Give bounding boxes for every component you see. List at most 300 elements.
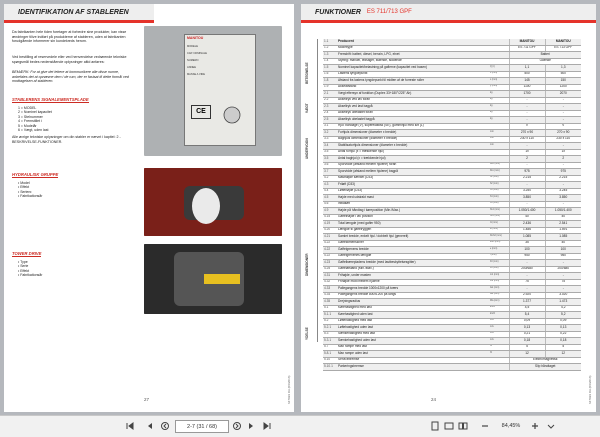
table-cell: 4.5 [323, 195, 337, 202]
table-cell: Akseltryk ubelastet foran [337, 110, 489, 117]
table-cell: 0,13 [509, 325, 545, 332]
table-cell: 0,18 [545, 338, 581, 345]
intro-text: Da fabrikanten hele tiden foretager at forbedre sine produkter, kan visse ændringer tilive indført på produkterne af stableren, uden at fabrikanten forudgående informerer sin kundekreds herom. [12, 30, 127, 44]
table-cell: mm [489, 130, 509, 137]
table-cell: 0,09 [545, 318, 581, 325]
table-cell: Frihøjde midt imellem hjulene [337, 279, 489, 286]
plate-label-line: ANNEE [187, 66, 196, 69]
hydraulic-subtitle: HYDRAULISK GRUPPE [12, 172, 59, 177]
table-cell: 1.591 [545, 227, 581, 234]
order-text: Ved bestilling af reservedele eller ved henvendelse vedrørende tekniske spørgsmål bedes nedenstående oplysninger altid anføres: [12, 55, 127, 64]
table-cell: 3.245 [545, 188, 581, 195]
table-cell: 2.436 [509, 221, 545, 228]
table-cell: Initialløft [337, 201, 489, 208]
plate-label-line: MASSE A VIDE [187, 73, 206, 76]
tower-subtitle: TOWER DRIVE [12, 251, 42, 256]
table-cell: Akselafstand [337, 84, 489, 91]
table-cell: 1.2 [323, 45, 337, 52]
table-cell: 1200 [545, 84, 581, 91]
table-cell: 200/680 [509, 266, 545, 273]
group-label [307, 86, 318, 115]
table-cell: 4.22 [323, 247, 337, 254]
section-header [4, 4, 154, 23]
table-cell: - [509, 260, 545, 267]
table-cell: 4,2 [545, 305, 581, 312]
table-cell: 2.920 [509, 292, 545, 299]
table-cell: Max rampe uden last [337, 351, 489, 358]
table-cell: 5.7 [323, 344, 337, 351]
page-number: 24 [431, 397, 437, 402]
table-cell: 500 [509, 71, 545, 78]
group-label [307, 278, 318, 342]
zoom-out-icon[interactable] [480, 421, 490, 431]
table-cell: c (mm) [489, 71, 509, 78]
table-cell: 5.10.1 [323, 364, 337, 371]
table-cell: 5,4 [509, 312, 545, 319]
table-cell: 0,21 [509, 331, 545, 338]
table-cell: 0,22 [545, 331, 581, 338]
table-cell: 1.085 [545, 234, 581, 241]
table-cell: km/h [489, 312, 509, 319]
table-cell: Kørehastighed med last [337, 305, 489, 312]
table-cell: Masthøjde sænket (D33) [337, 175, 489, 182]
table-cell: 3.850 [545, 195, 581, 202]
table-cell: 1100 [509, 84, 545, 91]
table-cell: 3.5 [323, 156, 337, 163]
fit-width-icon[interactable] [444, 421, 454, 431]
table-cell: 4.21 [323, 234, 337, 241]
table-cell: 12 [545, 351, 581, 358]
group-label [307, 115, 318, 162]
table-cell: 12 [509, 351, 545, 358]
table-cell: Lastens tyngdepunkt [337, 71, 489, 78]
table-cell: 5.3 [323, 331, 337, 338]
table-cell: - [545, 104, 581, 111]
table-cell: % [489, 351, 509, 358]
table-cell: Sporvidde (afstand mellem hjulene) bagpå [337, 169, 489, 176]
table-cell: - [545, 286, 581, 293]
table-cell: 500 [545, 71, 581, 78]
table-cell: Ast (mm) [489, 292, 509, 299]
table-cell: h14 (mm) [489, 208, 509, 215]
table-cell: 35 [509, 240, 545, 247]
table-cell: 2 [545, 156, 581, 163]
table-cell: - [509, 201, 545, 208]
table-cell: 100 [509, 247, 545, 254]
table-cell: 40 [545, 240, 581, 247]
table-cell: 2.215 [545, 175, 581, 182]
model-label: ES 711/713 GPF [366, 9, 412, 15]
table-cell: - [509, 110, 545, 117]
table-cell: 1,1 [509, 65, 545, 72]
table-cell: m/s [489, 331, 509, 338]
table-cell: kg [489, 110, 509, 117]
table-cell: 1.050/1.400 [509, 208, 545, 215]
table-cell: Pallegangens bredde 1000x1200 på tværs [337, 286, 489, 293]
group-label [307, 39, 318, 86]
table-cell: 3.850 [509, 195, 545, 202]
table-cell: 950 [545, 253, 581, 260]
table-cell: Batteri [509, 52, 581, 59]
table-cell: 3.6 [323, 162, 337, 169]
zoom-in-icon[interactable] [530, 421, 540, 431]
list-item: • Type [18, 260, 28, 264]
table-cell: 5.1.1 [323, 312, 337, 319]
table-cell: 4.23 [323, 260, 337, 267]
table-cell: h2 (mm) [489, 182, 509, 189]
table-cell: mm [489, 143, 509, 150]
table-cell: 0,13 [545, 325, 581, 332]
table-cell: V [545, 123, 581, 130]
plate-subtitle: STABLERENS SIGNALEMENTSPLADE [12, 97, 89, 102]
plate-rivet-icon [221, 104, 243, 126]
table-cell: x (mm) [489, 78, 509, 85]
table-cell: 3.4 [323, 143, 337, 150]
table-cell: Stabilisatorhjuls dimensioner (diameter x bredde) [337, 143, 489, 150]
group-label-text: UNDERVOGN [305, 138, 309, 160]
table-cell: 5.3.1 [323, 338, 337, 345]
table-cell: - [509, 143, 545, 150]
table-cell: 0,09 [509, 318, 545, 325]
table-cell: Producent [337, 39, 489, 45]
table-cell: Slip håndtaget [509, 364, 581, 371]
table-cell: l2 (mm) [489, 227, 509, 234]
table-cell: - [545, 182, 581, 189]
table-cell: m1 (mm) [489, 273, 509, 280]
table-cell: 100 [545, 247, 581, 254]
table-cell: 1x [545, 149, 581, 156]
table-cell: 0,18 [509, 338, 545, 345]
left-page [4, 4, 294, 412]
list-item: 1 = MODEL [18, 106, 37, 110]
table-cell: 5,2 [545, 312, 581, 319]
table-cell: 950 [509, 253, 545, 260]
table-cell: 4.22 [323, 240, 337, 247]
table-cell: Styring: manuel, ledsager, stående, siddende [337, 58, 489, 65]
table-cell: m/s [489, 325, 509, 332]
table-cell: 2.5 [323, 117, 337, 124]
table-cell: Kørehastighed uden last [337, 312, 489, 319]
table-cell: h4 (mm) [489, 195, 509, 202]
table-cell: 270 x 90 [509, 130, 545, 137]
table-cell: - [545, 162, 581, 169]
table-cell [489, 364, 509, 371]
table-cell: Gaffeldimensioner [337, 240, 489, 247]
table-cell: - [545, 97, 581, 104]
prev-page-icon[interactable] [145, 421, 155, 431]
list-item: • Model [18, 181, 30, 185]
table-cell: 4.33 [323, 286, 337, 293]
table-cell: Antal forhjul (x = trækkende hjul) [337, 149, 489, 156]
list-item: 4 = Fremstillet i [18, 119, 42, 124]
table-cell: 1.3 [323, 52, 337, 59]
table-cell: Gaffelgrenens bredde [337, 247, 489, 254]
table-cell: b11 (mm) [489, 169, 509, 176]
table-cell: 1700 [509, 91, 545, 98]
table-cell: 5.8.1 [323, 351, 337, 358]
table-cell: 3.1 [323, 123, 337, 130]
table-cell: kg [489, 91, 509, 98]
next-view-icon[interactable] [232, 421, 242, 431]
table-cell: - [545, 201, 581, 208]
table-cell: ES 711 GPF [509, 45, 545, 52]
section-title: FUNKTIONER [315, 8, 361, 16]
table-cell: Sænkehastighed med last [337, 331, 489, 338]
table-cell: 3.250 [509, 188, 545, 195]
table-cell: 2.2 [323, 97, 337, 104]
table-cell: 230 x 110 [509, 136, 545, 143]
page-indicator[interactable]: 2-7 (31 / 68) [175, 420, 229, 433]
table-cell: 1,3 [545, 65, 581, 72]
list-item: 3 = Stelnummer [18, 114, 43, 119]
table-cell: 1.5 [323, 65, 337, 72]
table-cell: 5.2.1 [323, 325, 337, 332]
plate-label-line: MODELE [187, 45, 198, 48]
hydraulic-list [18, 181, 42, 199]
table-cell: 150 [545, 78, 581, 85]
doc-code: 647029 DA (06/2016) [287, 375, 291, 404]
table-cell: 4.35 [323, 299, 337, 306]
table-cell: s/e/l (mm) [489, 240, 509, 247]
table-cell: 975 [545, 169, 581, 176]
table-cell: 4.9 [323, 208, 337, 215]
list-item: • Serienr. [18, 189, 33, 194]
table-cell: 1.4 [323, 58, 337, 65]
plate-label-line: NUMERO [187, 59, 199, 62]
table-cell: b10 (mm) [489, 162, 509, 169]
table-cell: - [545, 117, 581, 124]
prev-view-icon[interactable] [160, 421, 170, 431]
table-cell: Akseltryk ubelastet bagpå [337, 117, 489, 124]
section-title: IDENTIFIKATION AF STABLEREN [18, 8, 129, 16]
table-cell: - [509, 97, 545, 104]
table-cell: 145 [509, 78, 545, 85]
zoom-level[interactable]: 84,45% [501, 423, 521, 429]
table-cell: 4.22 [323, 253, 337, 260]
table-cell: 75 [509, 279, 545, 286]
table-cell: km/h [489, 305, 509, 312]
table-cell: y (mm) [489, 84, 509, 91]
tower-drive-icon [144, 244, 282, 314]
table-cell: Max rampe med last [337, 344, 489, 351]
table-cell: h13 (mm) [489, 214, 509, 221]
table-cell: Total længde (med gafler 950) [337, 221, 489, 228]
table-cell: - [509, 104, 545, 111]
group-label [307, 161, 318, 277]
table-cell: kg [489, 117, 509, 124]
table-cell: - [509, 182, 545, 189]
table-cell: 2.541 [545, 221, 581, 228]
table-cell: 4.20 [323, 227, 337, 234]
table-cell: Vægt eftersyn af funktion (Duplex 33+180°/225° Ah) [337, 91, 489, 98]
plate-list [18, 106, 52, 132]
table-cell: - [509, 162, 545, 169]
zoom-menu-icon[interactable] [546, 421, 556, 431]
table-cell: Løftehastighed med last [337, 318, 489, 325]
id-plate [184, 34, 256, 146]
table-cell: 975 [509, 169, 545, 176]
table-cell: 4.25 [323, 266, 337, 273]
tower-photo [144, 244, 282, 314]
right-page [301, 4, 596, 412]
table-cell: 2.4 [323, 110, 337, 117]
table-cell: Løftehastighed uden last [337, 325, 489, 332]
table-cell: e (mm) [489, 247, 509, 254]
table-cell: 1.8 [323, 78, 337, 85]
table-cell: 3.7 [323, 169, 337, 176]
table-cell: Drejningsradius [337, 299, 489, 306]
table-cell: 3.2 [323, 130, 337, 137]
section-header [301, 4, 596, 23]
table-cell: - [509, 286, 545, 293]
table-cell: 230 x 110 [545, 136, 581, 143]
table-cell: mm [489, 136, 509, 143]
table-cell: 40 [545, 214, 581, 221]
table-cell: Højde på håndtag i køreposition (Min./Max.) [337, 208, 489, 215]
tower-list [18, 260, 42, 278]
hydraulic-photo [144, 168, 282, 236]
table-cell: 3.5 [323, 149, 337, 156]
table-cell: Sænkehastighed uden last [337, 338, 489, 345]
table-cell: Elektromagnetisk [509, 357, 581, 364]
table-cell: Højde med udstrakt mast [337, 195, 489, 202]
table-cell: 4.15 [323, 214, 337, 221]
table-cell: Akseltryk ved lav foran [337, 97, 489, 104]
table-row [323, 364, 581, 371]
table-cell: h1 (mm) [489, 175, 509, 182]
table-cell: h3 (mm) [489, 188, 509, 195]
table-cell: Afstand fra lastens tyngdepunkt til midten af de forreste ruller [337, 78, 489, 85]
last-page-icon[interactable] [262, 421, 272, 431]
list-item: 2 = Nominel kapacitet [18, 110, 52, 115]
spec-table [323, 39, 581, 371]
table-cell: Frihøjde, under masten [337, 273, 489, 280]
plate-logo: MANITOU [187, 36, 204, 40]
table-cell: 40 [509, 214, 545, 221]
table-cell: l1 (mm) [489, 221, 509, 228]
table-cell: - [509, 273, 545, 280]
list-item: • Serie [18, 264, 29, 269]
table-cell: Hjul: bandage (V), superelastisk (SE), gummihjul med luft (L) [337, 123, 489, 130]
note-text: BEMÆRK: For at give det lettere at kommunikere alle disse numre, anbefales det at opnævne dem i de rum, der er fastsat til dette formål ved modtagelsen af stableren. [12, 70, 129, 84]
table-cell: b5 (mm) [489, 266, 509, 273]
table-cell: 1.1 [323, 39, 337, 45]
table-cell: 5.10 [323, 357, 337, 364]
table-cell: kg [489, 104, 509, 111]
viewer-toolbar [0, 415, 600, 437]
table-cell: kg [489, 97, 509, 104]
table-cell: - [545, 260, 581, 267]
table-cell: Gaffelgrenenes længde [337, 253, 489, 260]
table-cell: 4.3 [323, 182, 337, 189]
table-cell: Modeltype [337, 45, 489, 52]
group-label-text: VÆGT [305, 102, 309, 113]
hydraulic-pump-icon [144, 168, 282, 236]
table-cell: Gaffelhøjde i lav position [337, 214, 489, 221]
table-cell: 4.6 [323, 201, 337, 208]
table-cell: 2.215 [509, 175, 545, 182]
table-cell: 2 [509, 156, 545, 163]
table-cell: - [509, 117, 545, 124]
table-cell: - [545, 110, 581, 117]
table-cell: 1.377 [509, 299, 545, 306]
table-cell: 4.19 [323, 221, 337, 228]
table-cell: m/s [489, 338, 509, 345]
table-cell: 4,5 [509, 305, 545, 312]
table-cell: Forhjuls dimensioner (diameter x bredde) [337, 130, 489, 137]
table-cell: l (mm) [489, 253, 509, 260]
table-cell: Wa (mm) [489, 299, 509, 306]
table-cell: 2.3 [323, 104, 337, 111]
table-cell: Baghjuls dimensioner (diameter x bredde) [337, 136, 489, 143]
table-cell: 1.085 [509, 234, 545, 241]
list-item: • Fabrikationsår [18, 273, 43, 278]
table-cell: 3.3 [323, 136, 337, 143]
plate-after-text: Alle øvrige tekniske oplysninger om din stabler er nævnt i kapitel: 2 - BESKRIVELSE-FUNKTIONER. [12, 135, 121, 144]
table-cell: Gaffelafstand (Min./Max.) [337, 266, 489, 273]
table-cell: 3.020 [545, 292, 581, 299]
list-item: • Fabrikationsår [18, 194, 43, 199]
table-cell: 1.486 [509, 227, 545, 234]
table-cell: % [489, 344, 509, 351]
table-cell: Antal baghjul (x = trækkende hjul) [337, 156, 489, 163]
table-cell: b3 (mm) [489, 260, 509, 267]
group-label-text: DIMENSIONER [305, 253, 309, 276]
table-cell: Fremdrift: batteri, diesel, benzin, LPG, elnet [337, 52, 489, 59]
next-page-icon[interactable] [246, 421, 256, 431]
plate-label-line: CAP. NOMINALE [187, 52, 207, 55]
table-cell: Nominel kapacitet/belastning på gaflerne (kapacitet ved basen) [337, 65, 489, 72]
table-cell: Gående [509, 58, 581, 65]
table-cell: 1.9 [323, 84, 337, 91]
table-cell: V [509, 123, 545, 130]
group-label-text: YDELSE [305, 326, 309, 340]
list-item: 5 = Modelår [18, 123, 37, 128]
table-cell: - [545, 143, 581, 150]
table-cell: 4.4 [323, 188, 337, 195]
table-cell: 5 [509, 344, 545, 351]
table-cell: 2.1 [323, 91, 337, 98]
table-cell: ES 713 GPF [545, 45, 581, 52]
first-page-icon[interactable] [125, 421, 135, 431]
plate-labels [187, 43, 207, 78]
table-cell: Q (t) [489, 65, 509, 72]
table-cell: Løftehøjde (D33) [337, 188, 489, 195]
table-cell: Længde til gaffelryggen [337, 227, 489, 234]
table-cell: Friløft (D33) [337, 182, 489, 189]
page-number: 27 [144, 397, 150, 402]
table-cell: MANITOU [509, 39, 545, 45]
table-cell: m2 (mm) [489, 279, 509, 286]
table-cell: 4.31 [323, 273, 337, 280]
table-cell: 4.32 [323, 279, 337, 286]
list-item: • Effekt [18, 185, 30, 190]
table-cell: h5 (mm) [489, 201, 509, 208]
two-page-icon[interactable] [458, 421, 468, 431]
table-cell: 5 [545, 344, 581, 351]
table-cell: b1/b2 (mm) [489, 234, 509, 241]
table-cell: 4.2 [323, 175, 337, 182]
table-cell: Sporvidde (afstand mellem hjulene) foran [337, 162, 489, 169]
table-cell: Parkeringsbremse [337, 364, 489, 371]
table-cell: Pallegangens bredde 800x1200 på langs [337, 292, 489, 299]
fit-page-icon[interactable] [430, 421, 440, 431]
table-cell: Samlet bredde, enkelt hjul / dobbelt hjul (generelt) [337, 234, 489, 241]
table-cell: 1.473 [545, 299, 581, 306]
table-cell: 1.050/1.400 [545, 208, 581, 215]
table-cell: - [545, 273, 581, 280]
table-cell: 4.34 [323, 292, 337, 299]
